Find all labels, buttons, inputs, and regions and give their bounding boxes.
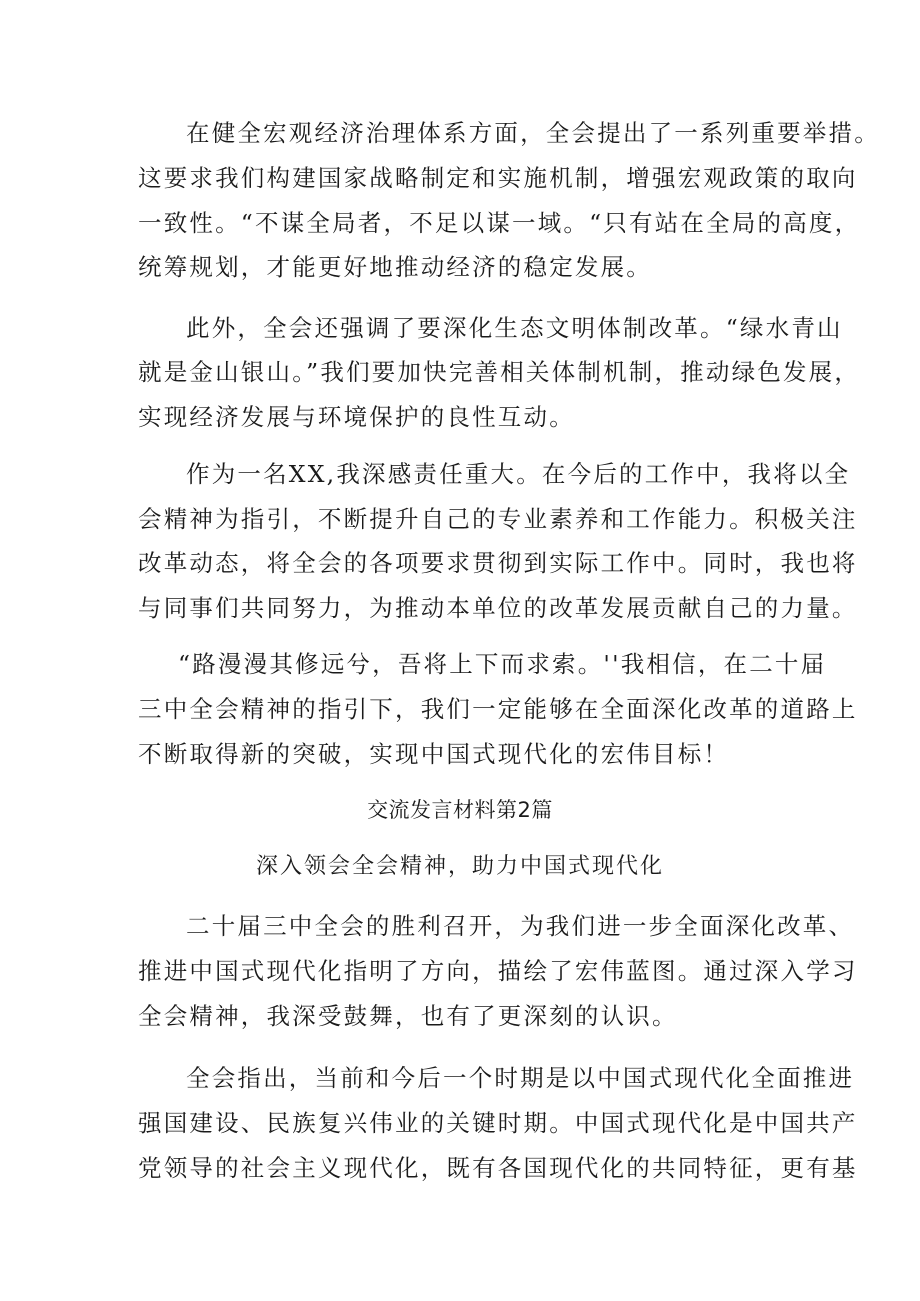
- paragraph-4-line-1: “路漫漫其修远兮，吾将上下而求索。''我相信，在二十届: [178, 650, 827, 678]
- paragraph-1-line-3: 一致性。“不谋全局者，不足以谋一域。“只有站在全局的高度，: [138, 209, 861, 237]
- paragraph-1-line-4: 统筹规划，才能更好地推动经济的稳定发展。: [138, 253, 652, 281]
- paragraph-3-line-1: 作为一名XX,我深感责任重大。在今后的工作中，我将以全: [186, 460, 851, 488]
- paragraph-2-line-1: 此外，全会还强调了要深化生态文明体制改革。“绿水青山: [186, 314, 843, 342]
- paragraph-6-line-3: 党领导的社会主义现代化，既有各国现代化的共同特征，更有基: [138, 1154, 858, 1182]
- paragraph-4-line-2: 三中全会精神的指引下，我们一定能够在全面深化改革的道路上: [138, 695, 858, 723]
- paragraph-4-line-3: 不断取得新的突破，实现中国式现代化的宏伟目标！: [138, 740, 730, 768]
- paragraph-3-line-4: 与同事们共同努力，为推动本单位的改革发展贡献自己的力量。: [138, 594, 858, 622]
- paragraph-5-line-2: 推进中国式现代化指明了方向，描绘了宏伟蓝图。通过深入学习: [138, 957, 858, 985]
- section-heading: 交流发言材料第2篇: [367, 798, 553, 822]
- section-subtitle: 深入领会全会精神，助力中国式现代化: [255, 854, 664, 879]
- paragraph-2-line-3: 实现经济发展与环境保护的良性互动。: [138, 403, 575, 431]
- paragraph-5-line-3: 全会精神，我深受鼓舞，也有了更深刻的认识。: [138, 1002, 678, 1030]
- paragraph-3-line-2: 会精神为指引，不断提升自己的专业素养和工作能力。积极关注: [138, 505, 858, 533]
- paragraph-6-line-1: 全会指出，当前和今后一个时期是以中国式现代化全面推进: [186, 1064, 855, 1092]
- paragraph-6-line-2: 强国建设、民族复兴伟业的关键时期。中国式现代化是中国共产: [138, 1109, 858, 1137]
- paragraph-2-line-2: 就是金山银山。”我们要加快完善相关体制机制，推动绿色发展，: [138, 358, 861, 386]
- paragraph-5-line-1: 二十届三中全会的胜利召开，为我们进一步全面深化改革、: [186, 912, 855, 940]
- paragraph-1-line-2: 这要求我们构建国家战略制定和实施机制，增强宏观政策的取向: [138, 164, 858, 192]
- paragraph-1-line-1: 在健全宏观经济治理体系方面，全会提出了一系列重要举措。: [186, 119, 880, 147]
- paragraph-3-line-3: 改革动态，将全会的各项要求贯彻到实际工作中。同时，我也将: [138, 549, 858, 577]
